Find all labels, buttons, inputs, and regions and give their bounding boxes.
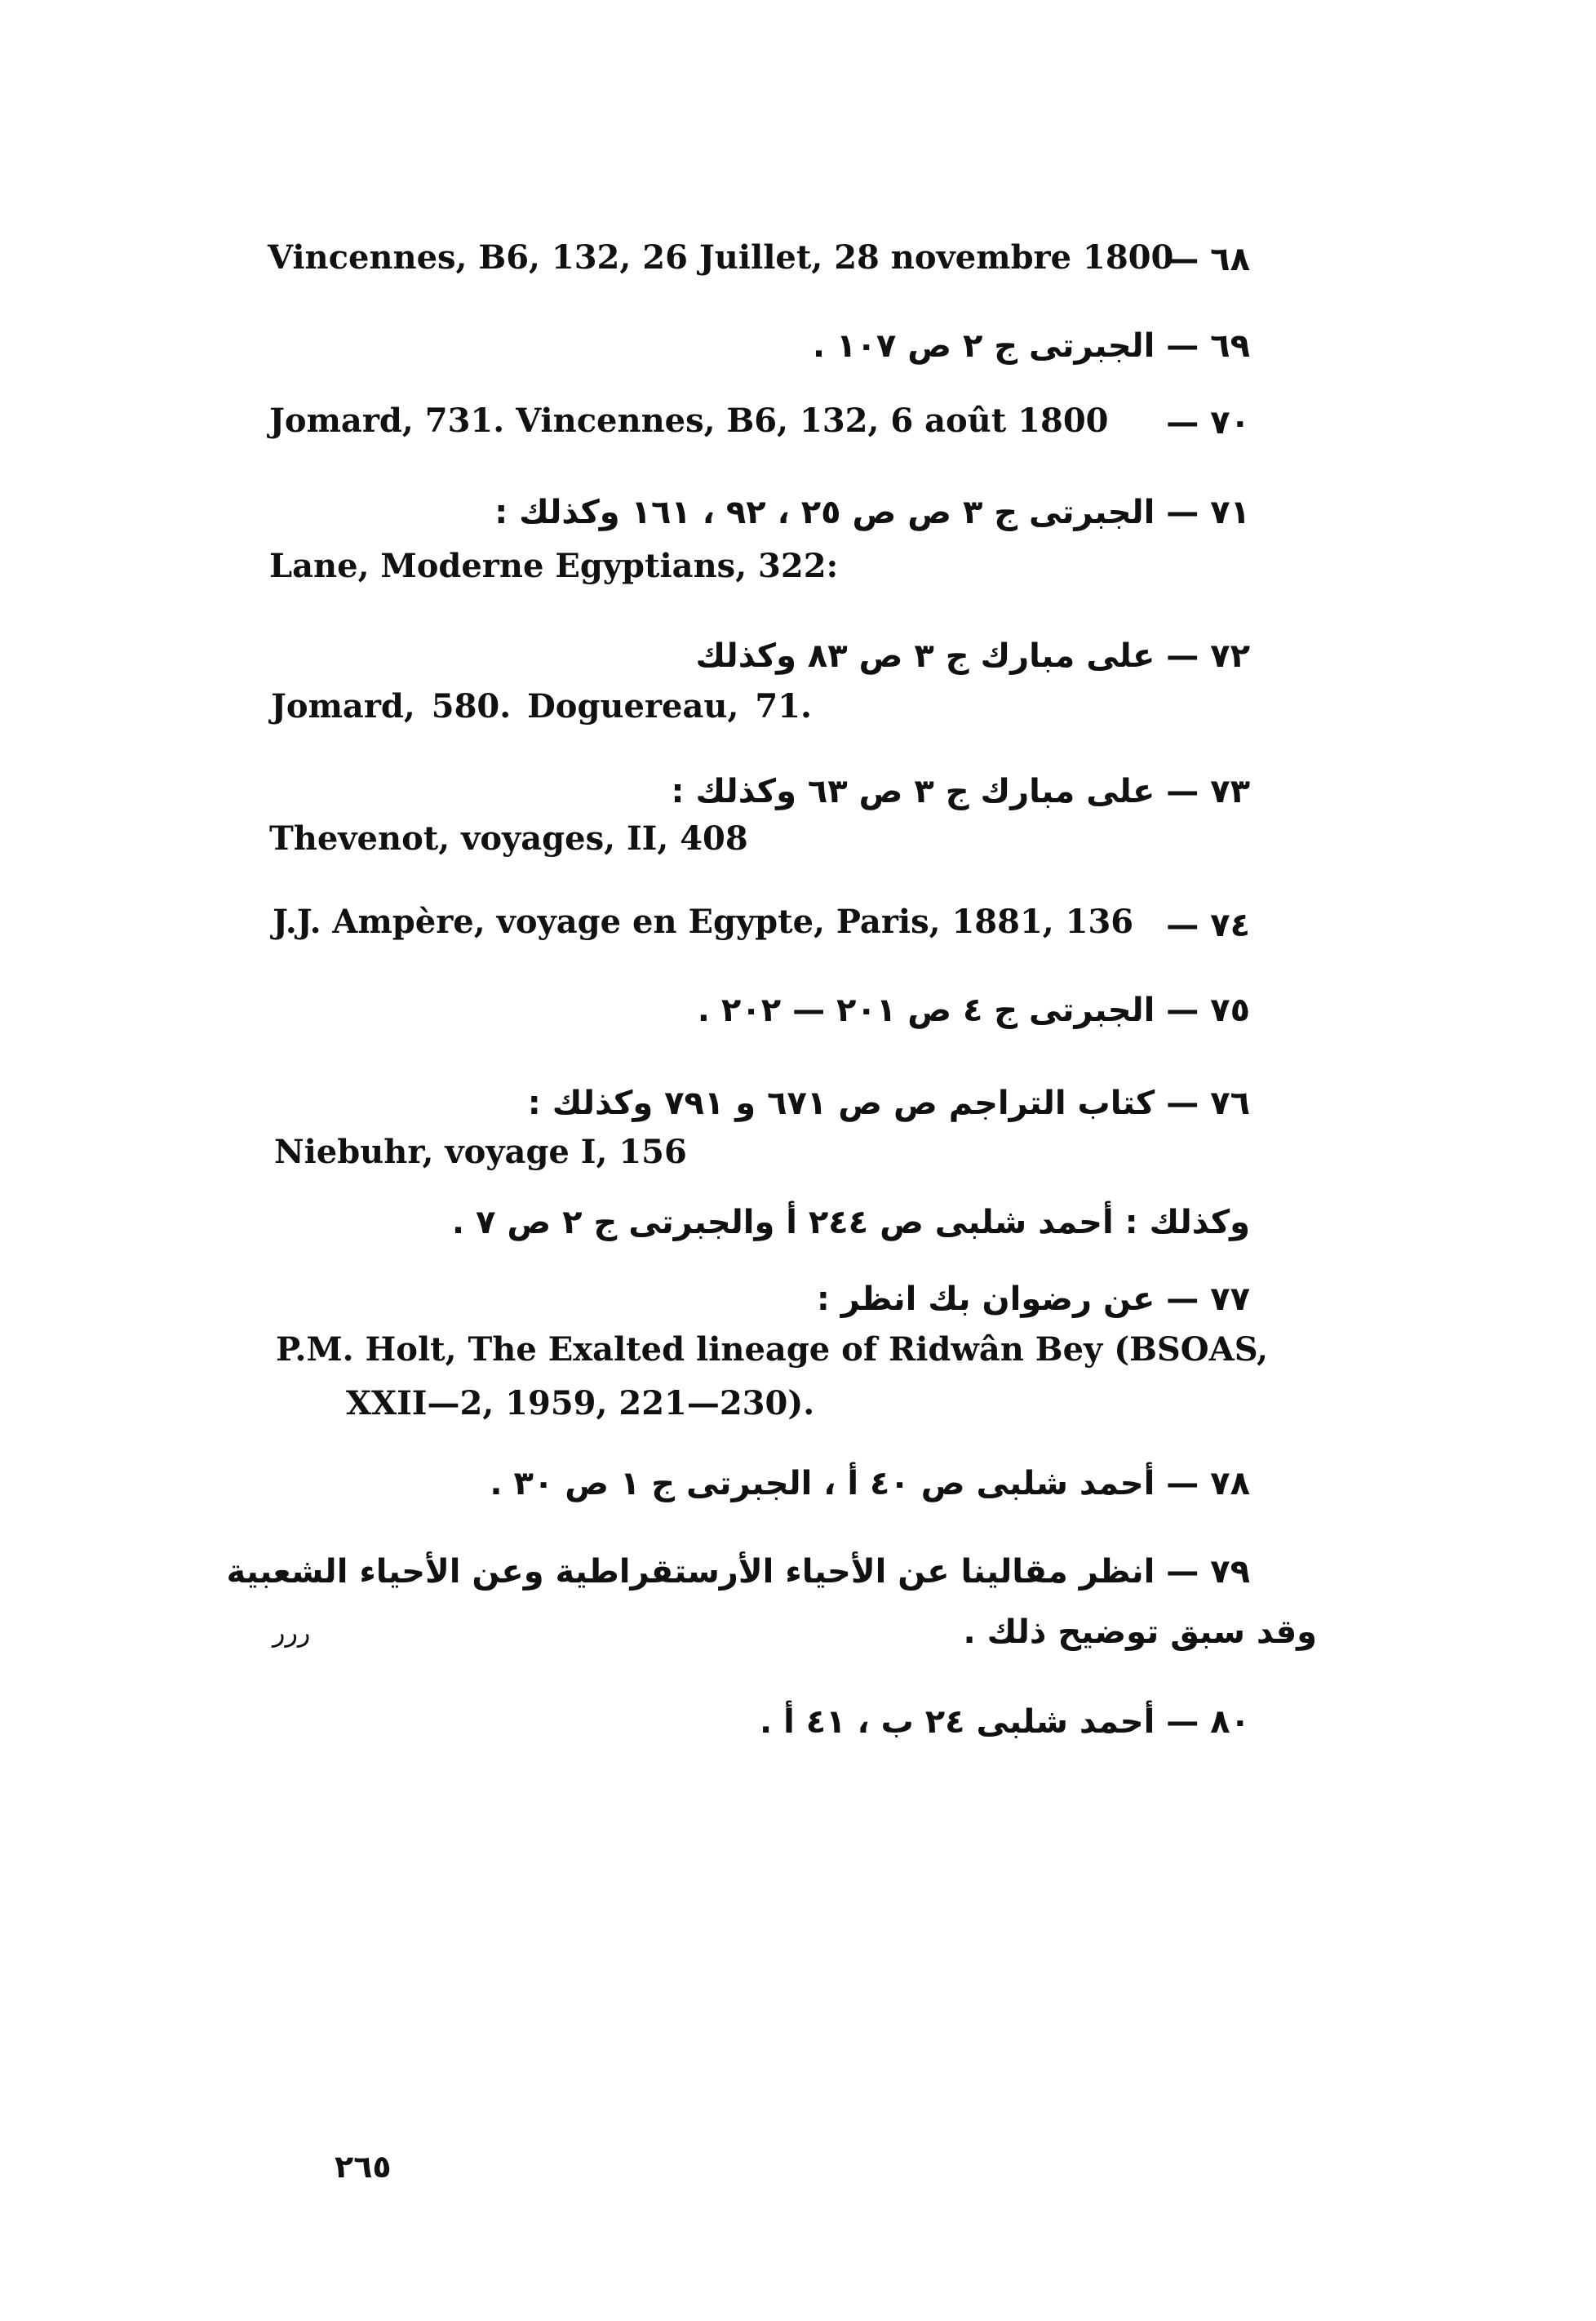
- footnote-71-arabic: ٧١ — الجبرتى ج ٣ ص ص ٢٥ ، ٩٢ ، ١٦١ وكذلك :: [494, 494, 1250, 531]
- page-number: ٢٦٥: [335, 2149, 392, 2185]
- footnote-78: ٧٨ — أحمد شلبى ص ٤٠ أ ، الجبرتى ج ١ ص ٣٠ .: [490, 1465, 1250, 1502]
- footnote-80: ٨٠ — أحمد شلبى ٢٤ ب ، ٤١ أ .: [759, 1703, 1250, 1741]
- footnote-75: ٧٥ — الجبرتى ج ٤ ص ٢٠١ — ٢٠٢ .: [697, 992, 1250, 1029]
- footnote-68-number: ٦٨ —: [1166, 241, 1250, 278]
- footnote-76-latin: Niebuhr, voyage I, 156: [274, 1133, 687, 1171]
- footnote-77-latin: P.M. Holt, The Exalted lineage of Ridwân Bey (BSOAS,: [276, 1330, 1269, 1369]
- footnote-76-arabic-continued: وكذلك : أحمد شلبى ص ٢٤٤ أ والجبرتى ج ٢ ص ٧ .: [451, 1204, 1250, 1241]
- footnote-77-latin-continued: XXII—2, 1959, 221—230).: [346, 1384, 815, 1422]
- footnote-74-number: ٧٤ —: [1166, 907, 1250, 944]
- footnote-72-arabic: ٧٢ — على مبارك ج ٣ ص ٨٣ وكذلك: [695, 637, 1250, 675]
- footnote-79-arabic-continued: وقد سبق توضيح ذلك .: [963, 1613, 1317, 1651]
- footnote-71-latin: Lane, Moderne Egyptians, 322:: [269, 547, 839, 585]
- footnote-76-arabic: ٧٦ — كتاب التراجم ص ص ٦٧١ و ٧٩١ وكذلك :: [527, 1085, 1250, 1122]
- footnote-70-number: ٧٠ —: [1166, 404, 1250, 442]
- footnote-68-text: Vincennes, B6, 132, 26 Juillet, 28 novembre 1800: [268, 238, 1174, 277]
- footnote-73-latin: Thevenot, voyages, II, 408: [269, 819, 748, 858]
- footnote-74-text: J.J. Ampère, voyage en Egypte, Paris, 1881, 136: [273, 903, 1134, 941]
- footnote-79-margin-mark: ررر: [273, 1617, 311, 1648]
- footnote-73-arabic: ٧٣ — على مبارك ج ٣ ص ٦٣ وكذلك :: [671, 773, 1250, 810]
- footnote-70-text: Jomard, 731. Vincennes, B6, 132, 6 août 1800: [269, 402, 1109, 440]
- footnote-77-arabic: ٧٧ — عن رضوان بك انظر :: [816, 1280, 1250, 1318]
- footnote-72-latin: Jomard, 580. Doguereau, 71.: [271, 687, 812, 726]
- footnote-79-arabic: ٧٩ — انظر مقالينا عن الأحياء الأرستقراطية وعن الأحياء الشعبية: [226, 1553, 1250, 1591]
- footnote-69: ٦٩ — الجبرتى ج ٢ ص ١٠٧ .: [812, 327, 1250, 365]
